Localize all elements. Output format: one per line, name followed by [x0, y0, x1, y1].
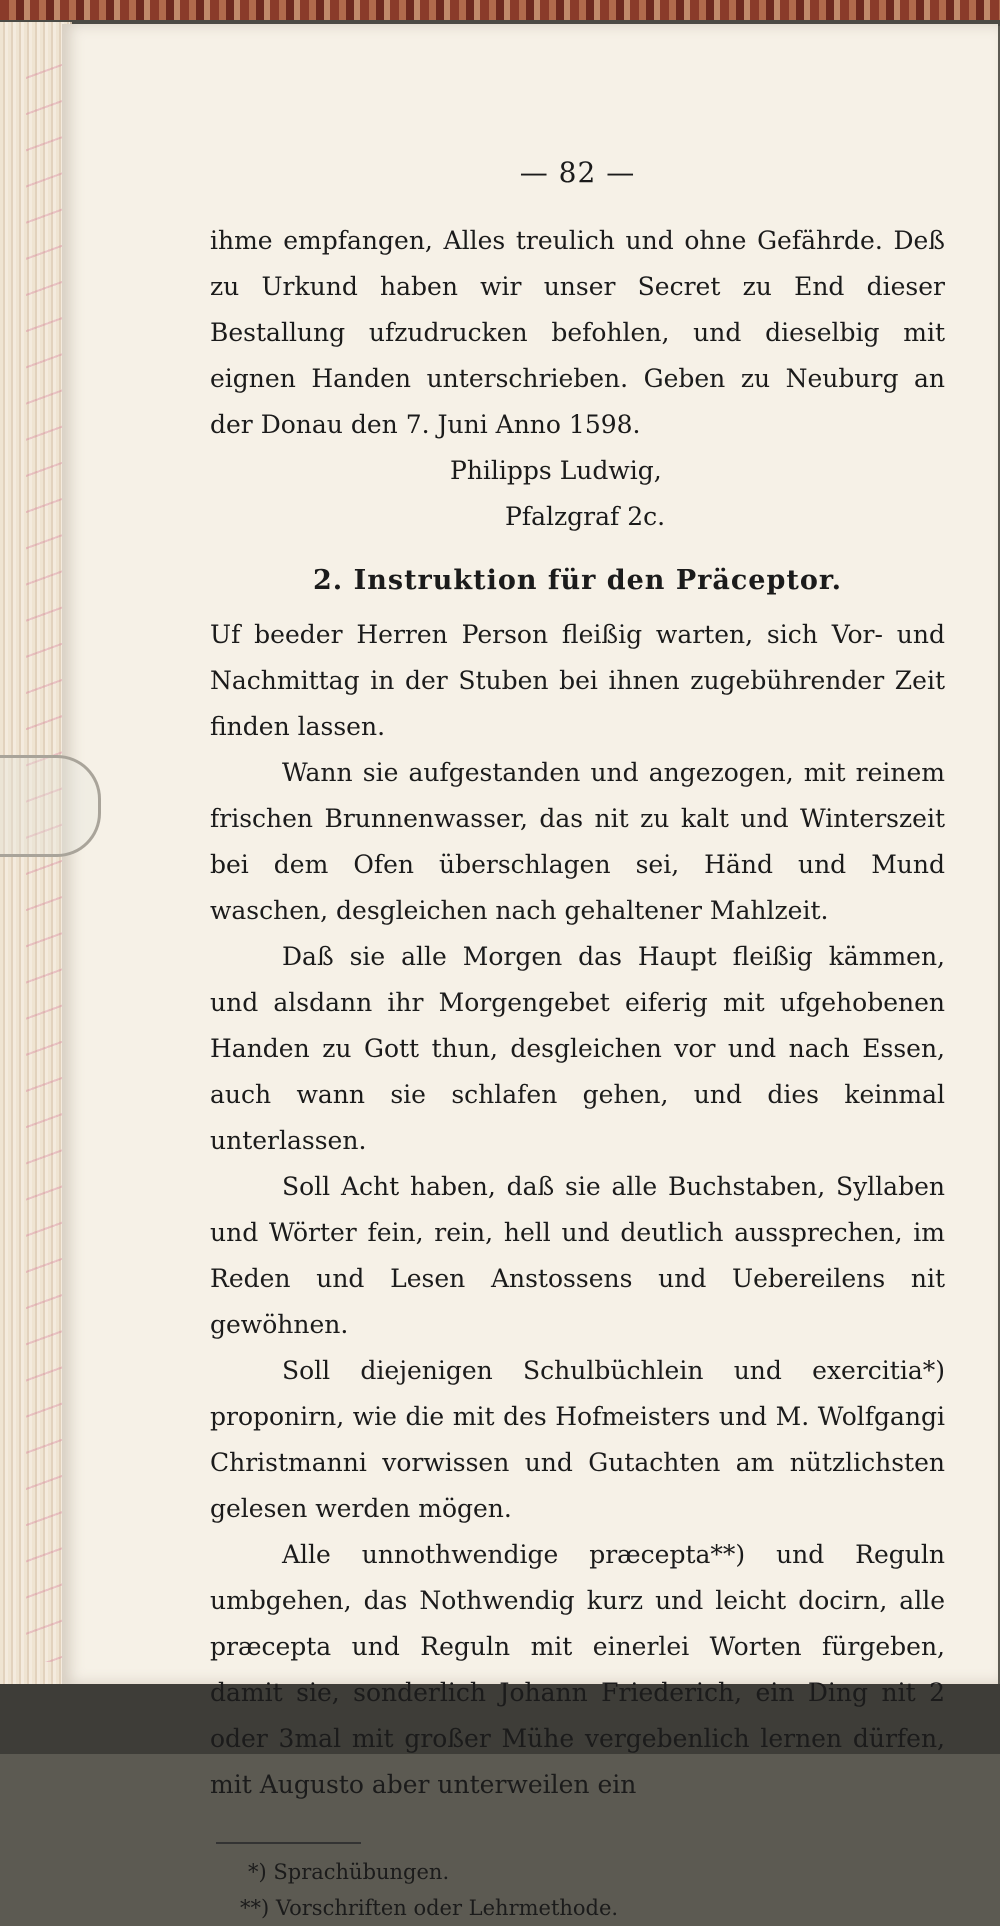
- instruction-paragraph: Soll Acht haben, daß sie alle Buchstaben, Syllaben und Wörter fein, rein, hell und deutlich aussprechen, im Reden und Lesen Anstossens und Uebereilens nit gewöhnen.: [210, 1172, 945, 1339]
- book-cover-edge: [0, 0, 1000, 26]
- signature-title: Pfalzgraf 2c.: [505, 502, 666, 531]
- signature-name: Philipps Ludwig,: [450, 456, 662, 485]
- footnote-divider: [216, 1842, 361, 1844]
- page-number: — 82 —: [519, 156, 636, 189]
- footnote: *) Sprachübungen.: [248, 1860, 450, 1884]
- footnote: **) Vorschriften oder Lehrmethode.: [240, 1896, 619, 1920]
- instruction-paragraph: Alle unnothwendige præcepta**) und Reguln umbgehen, das Nothwendig kurz und leicht docirn, alle præcepta und Reguln mit einerlei Worten fürgeben, damit sie, sonderlich Johann Friederich, ein Ding nit 2 oder 3mal mit großer Mühe vergebenlich lernen dürfen, mit Augusto aber unterweilen ein: [210, 1540, 945, 1799]
- edge-marks: [26, 62, 66, 1662]
- instruction-paragraph: Uf beeder Herren Person fleißig warten, sich Vor- und Nachmittag in der Stuben bei ihnen zugebührender Zeit finden lassen.: [210, 620, 945, 741]
- paper-clip: [0, 755, 101, 857]
- page-content: [210, 150, 945, 1926]
- paragraph-decree-end: ihme empfangen, Alles treulich und ohne Gefährde. Deß zu Urkund haben wir unser Secret zu End dieser Bestallung ufzudrucken befohlen, und dieselbig mit eignen Handen unterschrieben. Geben zu Neuburg an der Donau den 7. Juni Anno 1598.: [210, 226, 945, 439]
- instruction-paragraph: Wann sie aufgestanden und angezogen, mit reinem frischen Brunnenwasser, das nit zu kalt und Winterszeit bei dem Ofen überschlagen sei, Händ und Mund waschen, desgleichen nach gehaltener Mahlzeit.: [210, 758, 945, 925]
- instruction-paragraph: Daß sie alle Morgen das Haupt fleißig kämmen, und alsdann ihr Morgengebet eiferig mit ufgehobenen Handen zu Gott thun, desgleichen vor und nach Essen, auch wann sie schlafen gehen, und dies keinmal unterlassen.: [210, 942, 945, 1155]
- instruction-paragraph: Soll diejenigen Schulbüchlein und exercitia*) proponirn, wie die mit des Hofmeisters und M. Wolfgangi Christmanni vorwissen und Gutachten am nützlichsten gelesen werden mögen.: [210, 1356, 945, 1523]
- section-heading: 2. Instruktion für den Präceptor.: [313, 565, 842, 596]
